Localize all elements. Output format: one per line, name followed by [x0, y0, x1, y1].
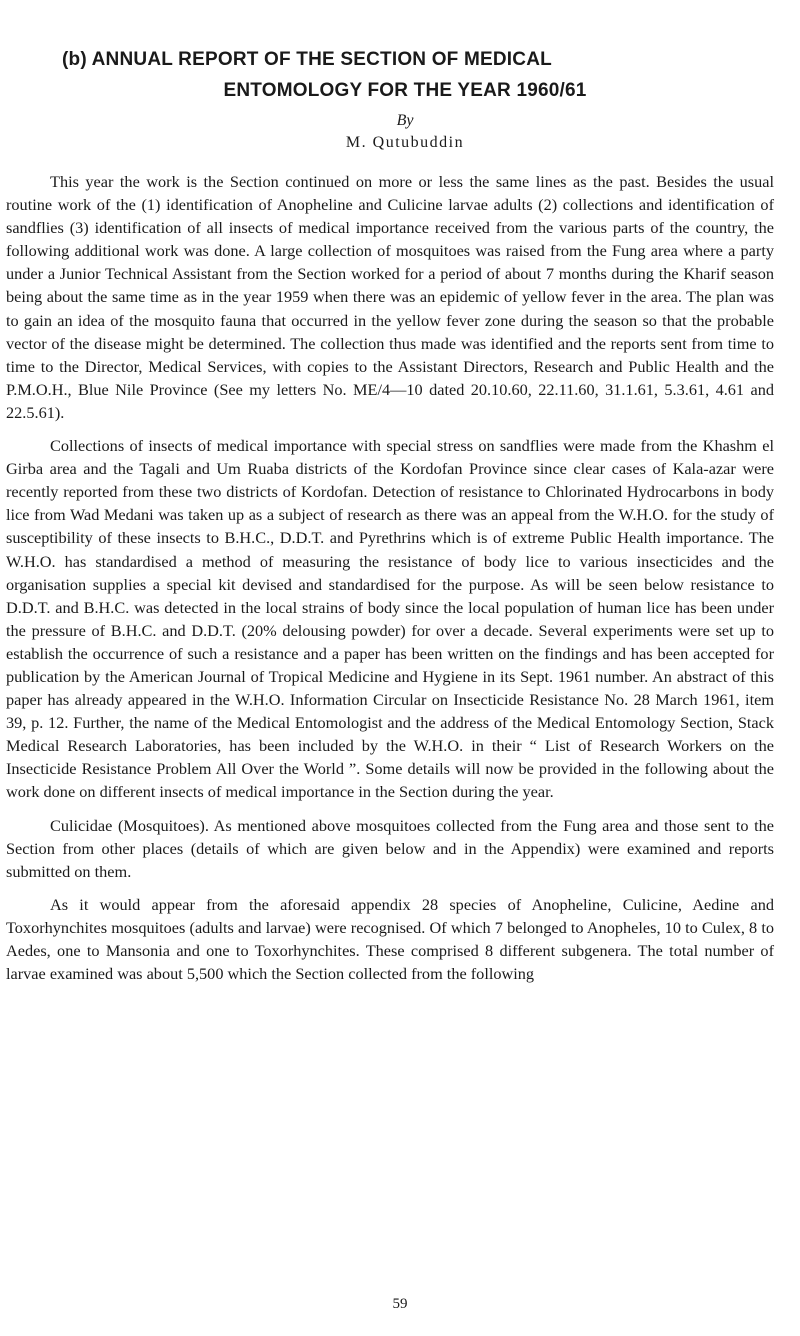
page-number: 59 [392, 1296, 408, 1312]
report-title-line-1: (b) ANNUAL REPORT OF THE SECTION OF MEDICAL [62, 49, 552, 70]
author-name: M. Qutubuddin [345, 134, 465, 151]
paragraph-intro: This year the work is the Section continued on more or less the same lines as the past. Besides the usual routine work of the (1) identification of Anopheline and Culicine larvae adults (2) collections and identification of sandflies (3) identification of all insects of medical importance received from the various parts of the country, the following additional work was done. A large collection of mosquitoes was raised from the Fung area where a party under a Junior Technical Assistant from the Section worked for a period of about 7 months during the Kharif season being about the same time as in the year 1959 when there was an epidemic of yellow fever in the area. The plan was to gain an idea of the mosquito fauna that occurred in the yellow fever zone during the season so that the probable vector of the disease might be determined. The collection thus made was identified and the reports sent from time to time to the Director, Medical Services, with copies to the Assistant Directors, Research and Public Health and the P.M.O.H., Blue Nile Province (See my letters No. ME/4—10 dated 20.10.60, 22.11.60, 31.1.61, 5.3.61, 4.61 and 22.5.61). [6, 172, 774, 422]
paragraph-collections: Collections of insects of medical importance with special stress on sandflies were made from the Khashm el Girba area and the Tagali and Um Ruaba districts of the Kordofan Province since clear cases of Kala-azar were recently reported from these two districts of Kordofan. Detection of resistance to Chlorinated Hydrocarbons in body lice from Wad Medani was taken up as a subject of research as there was an appeal from the W.H.O. for the study of susceptibility of these insects to B.H.C., D.D.T. and Pyrethrins which is of extreme Public Health importance. The W.H.O. has standardised a method of measuring the resistance of body lice to various insecticides and the organisation supplies a special kit devised and standardised for the purpose. As will be seen below resistance to D.D.T. and B.H.C. was detected in the local strains of body since the local population of human lice has been under the pressure of B.H.C. and D.D.T. (20% delousing powder) for over a decade. Several experiments were set up to establish the occurrence of such a resistance and a paper has been written on the findings and has been accepted for publication by the American Journal of Tropical Medicine and Hygiene in its Sept. 1961 number. An abstract of this paper has already appeared in the W.H.O. Information Circular on Insecticide Resistance No. 28 March 1961, item 39, p. 12. Further, the name of the Medical Entomologist and the address of the Medical Entomology Section, Stack Medical Research Laboratories, has been included by the W.H.O. in their “ List of Research Workers on the Insecticide Resistance Problem All Over the World ”. Some details will now be provided in the following about the work done on different insects of medical importance in the Section during the year. [6, 436, 774, 802]
paragraph-culicidae: Culicidae (Mosquitoes). As mentioned above mosquitoes collected from the Fung area and those sent to the Section from other places (details of which are given below and in the Appendix) were examined and reports submitted on them. [6, 815, 774, 881]
paragraph-species: As it would appear from the aforesaid appendix 28 species of Anopheline, Culicine, Aedine and Toxorhynchites mosquitoes (adults and larvae) were recognised. Of which 7 belonged to Anopheles, 10 to Culex, 8 to Aedes, one to Mansonia and one to Toxorhynchites. These comprised 8 different subgenera. The total number of larvae examined was about 5,500 which the Section collected from the following [6, 894, 774, 984]
byline-label: By [396, 112, 414, 129]
report-title-line-2: ENTOMOLOGY FOR THE YEAR 1960/61 [223, 80, 587, 101]
